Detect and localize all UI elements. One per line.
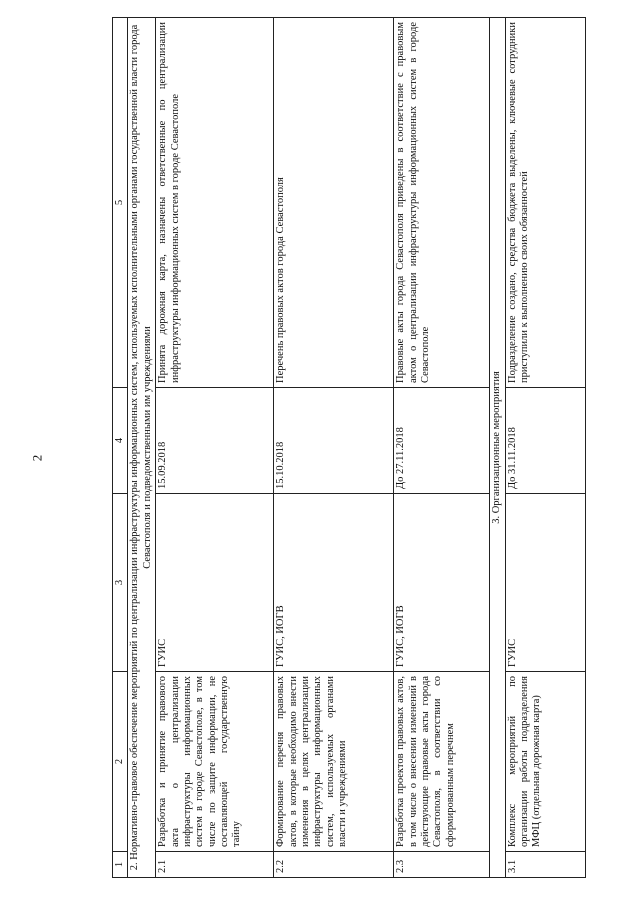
responsible-cell: ГУИС, ИОГВ xyxy=(274,494,394,672)
row-number: 2.2 xyxy=(274,852,394,878)
page-number: 2 xyxy=(29,454,45,462)
column-number: 3 xyxy=(113,494,128,672)
section-3-header xyxy=(490,18,505,878)
column-number: 2 xyxy=(113,672,128,852)
responsible-cell: ГУИС xyxy=(505,494,585,672)
section-title: 2. Нормативно-правовое обеспечение мероприятий по централизации инфраструктуры информационных систем, используемых исполнительными органами государственной власти города Севастополя и подведомственными им учреждениями xyxy=(128,18,156,878)
result-cell: Принята дорожная карта, назначены ответственные по централизации инфраструктуры информационных систем в городе Севастополе xyxy=(156,18,274,388)
table-row xyxy=(156,18,274,878)
action-cell: Комплекс мероприятий по организации работы подразделения МФЦ (отдельная дорожная карта) xyxy=(505,672,585,852)
column-number-row xyxy=(113,18,128,878)
deadline-cell: До 31.11.2018 xyxy=(505,388,585,494)
measures-table xyxy=(112,17,586,878)
responsible-cell: ГУИС xyxy=(156,494,274,672)
deadline-cell: До 27.11.2018 xyxy=(394,388,490,494)
column-number: 4 xyxy=(113,388,128,494)
deadline-cell: 15.09.2018 xyxy=(156,388,274,494)
column-number: 5 xyxy=(113,18,128,388)
result-cell: Подразделение создано, средства бюджета выделены, ключевые сотрудники приступили к выполнению своих обязанностей xyxy=(505,18,585,388)
row-number: 2.3 xyxy=(394,852,490,878)
result-cell: Правовые акты города Севастополя приведены в соответствие с правовым актом о централизации инфраструктуры информационных систем в городе Севастополе xyxy=(394,18,490,388)
section-title: 3. Организационные мероприятия xyxy=(490,18,505,878)
result-cell: Перечень правовых актов города Севастополя xyxy=(274,18,394,388)
row-number: 2.1 xyxy=(156,852,274,878)
action-cell: Разработка и принятие правового акта о централизации инфраструктуры информационных систем в городе Севастополе, в том числе по защите информации, не составляющей государственную тайну xyxy=(156,672,274,852)
action-cell: Формирование перечня правовых актов, в которые необходимо внести изменения в целях централизации инфраструктуры информационных систем, используемых органами власти и учреждениями xyxy=(274,672,394,852)
document-page xyxy=(112,18,612,878)
responsible-cell: ГУИС, ИОГВ xyxy=(394,494,490,672)
row-number: 3.1 xyxy=(505,852,585,878)
table-row xyxy=(394,18,490,878)
table-row xyxy=(274,18,394,878)
action-cell: Разработка проектов правовых актов, в том числе о внесении изменений в действующие правовые акты города Севастополя, в соответствии со сформированным перечнем xyxy=(394,672,490,852)
column-number: 1 xyxy=(113,852,128,878)
deadline-cell: 15.10.2018 xyxy=(274,388,394,494)
section-2-header xyxy=(128,18,156,878)
table-row xyxy=(505,18,585,878)
